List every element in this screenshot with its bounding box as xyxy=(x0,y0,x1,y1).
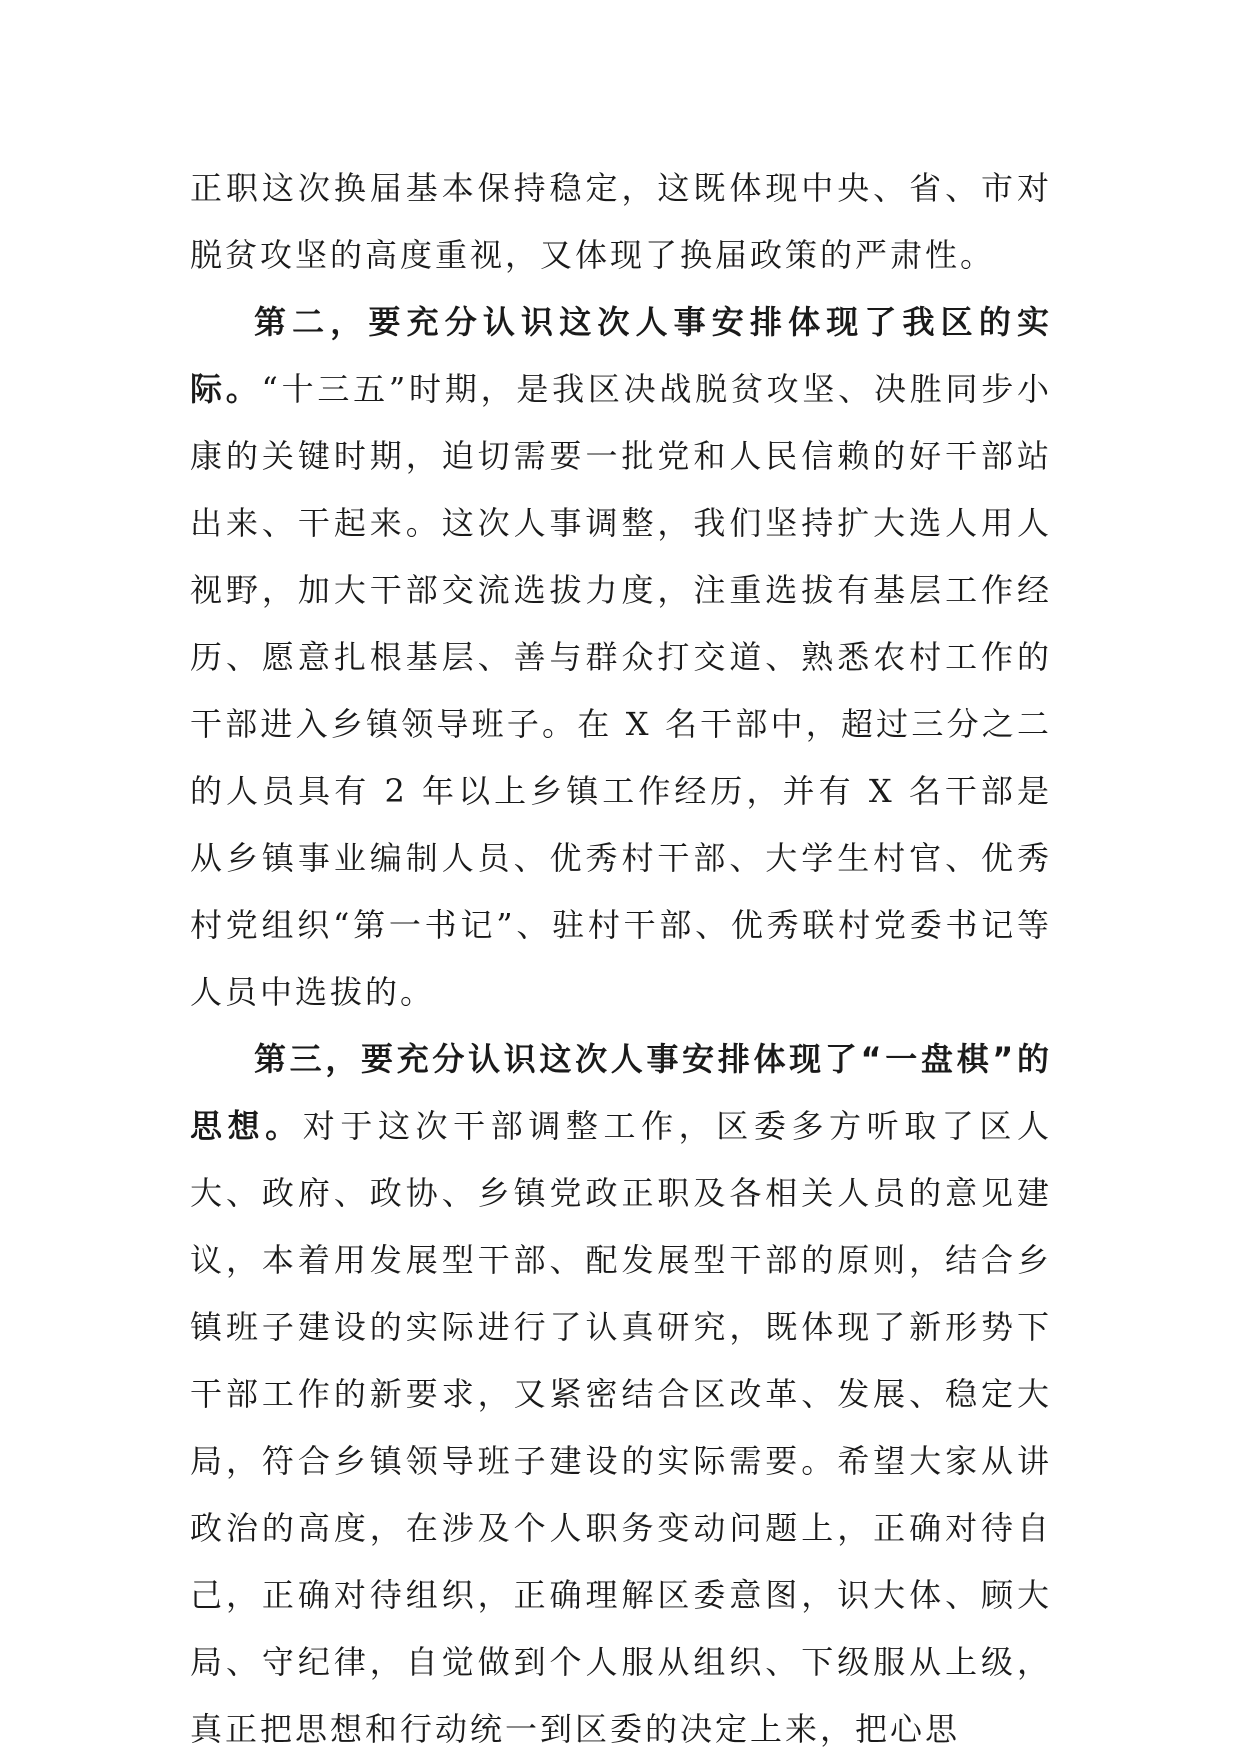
paragraph-text: “十三五”时期，是我区决战脱贫攻坚、决胜同步小康的关键时期，迫切需要一批党和人民信赖的好干部站出来、干起来。这次人事调整，我们坚持扩大选人用人视野，加大干部交流选拔力度，注重选拔有基层工作经历、愿意扎根基层、善与群众打交道、熟悉农村工作的干部进入乡镇领导班子。在 X 名干部中，超过三分之二的人员具有 2 年以上乡镇工作经历，并有 X 名干部是从乡镇事业编制人员、优秀村干部、大学生村官、优秀村党组织“第一书记”、驻村干部、优秀联村党委书记等人员中选拔的。 xyxy=(190,370,1052,1011)
paragraph-third-point xyxy=(190,1026,1052,1763)
paragraph-lead-heading: 第三，要充分认识这次人事安排体现了“一盘棋”的思想。 xyxy=(190,1040,1052,1145)
paragraph-second-point xyxy=(190,289,1052,1026)
paragraph-text: 正职这次换届基本保持稳定，这既体现中央、省、市对脱贫攻坚的高度重视，又体现了换届政策的严肃性。 xyxy=(190,169,1052,274)
paragraph-continuation xyxy=(190,155,1052,289)
paragraph-text: 对于这次干部调整工作，区委多方听取了区人大、政府、政协、乡镇党政正职及各相关人员的意见建议，本着用发展型干部、配发展型干部的原则，结合乡镇班子建设的实际进行了认真研究，既体现了新形势下干部工作的新要求，又紧密结合区改革、发展、稳定大局，符合乡镇领导班子建设的实际需要。希望大家从讲政治的高度，在涉及个人职务变动问题上，正确对待自己，正确对待组织，正确理解区委意图，识大体、顾大局、守纪律，自觉做到个人服从组织、下级服从上级，真正把思想和行动统一到区委的决定上来，把心思 xyxy=(190,1107,1052,1748)
document-body xyxy=(190,155,1052,1763)
paragraph-lead-heading: 第二，要充分认识这次人事安排体现了我区的实际。 xyxy=(190,303,1052,408)
